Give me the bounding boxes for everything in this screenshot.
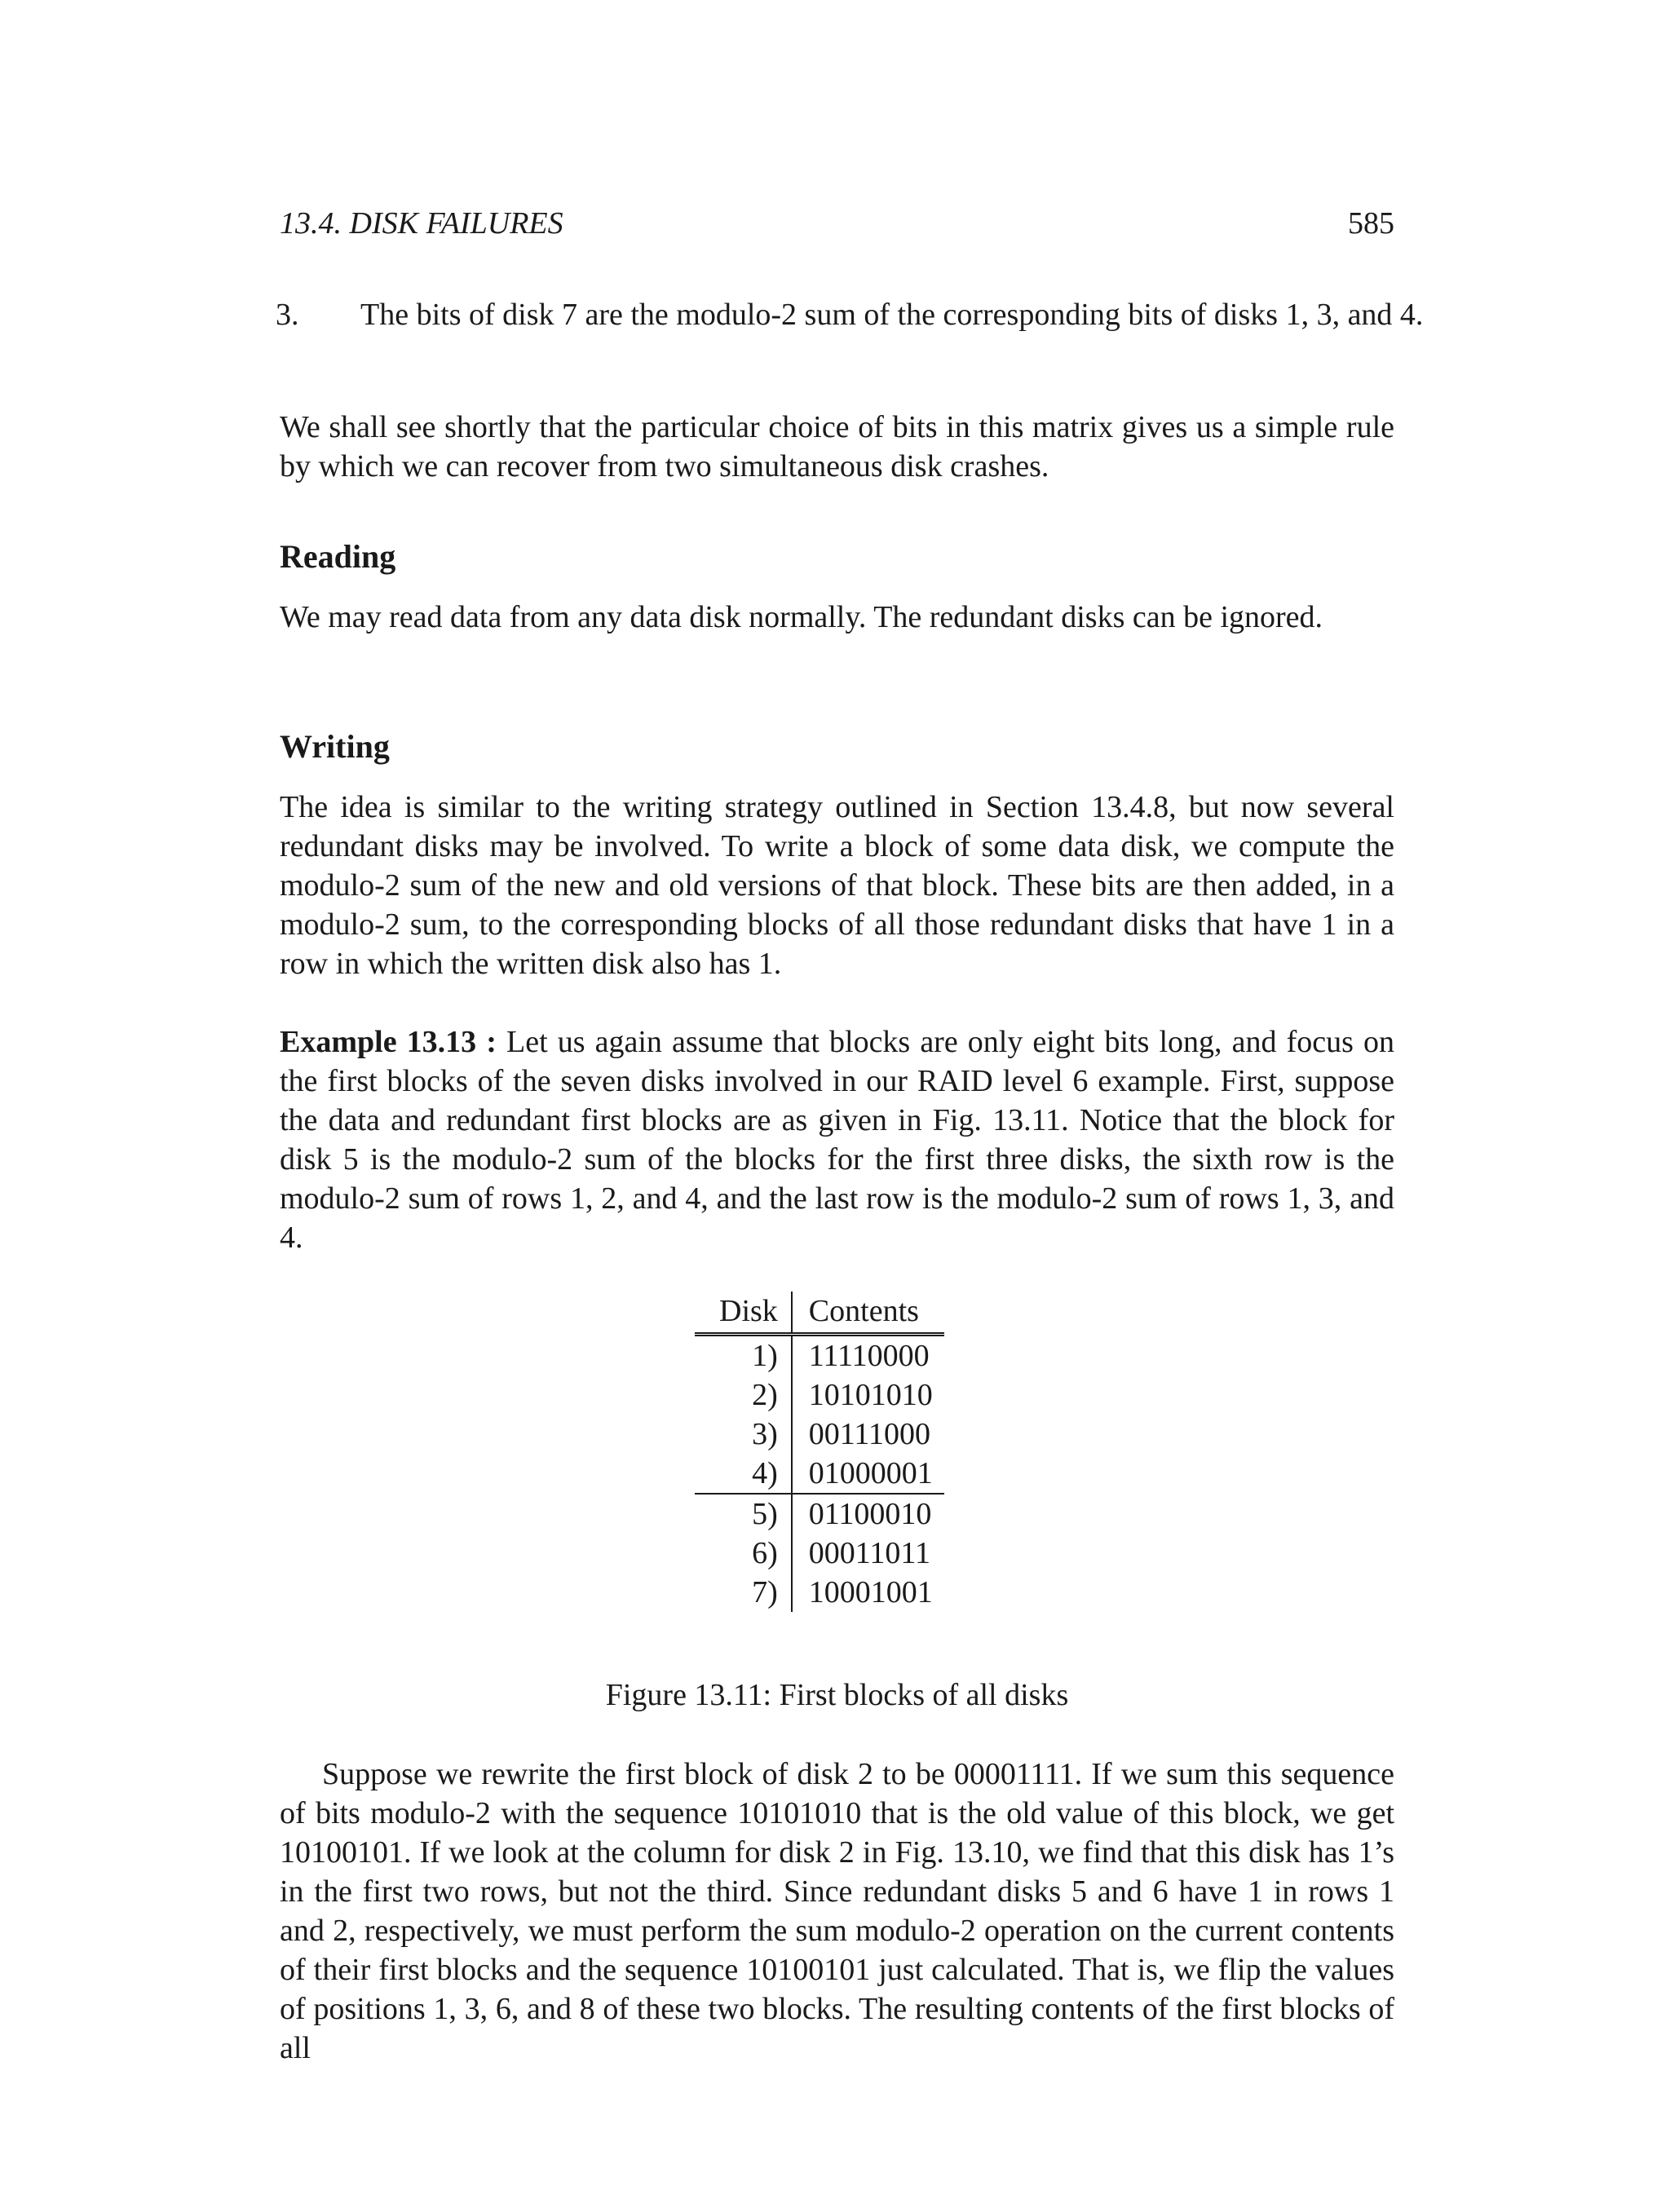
table-row: [695, 1454, 944, 1494]
page-number: 585: [1348, 206, 1394, 241]
disk-cell: 2): [695, 1375, 792, 1415]
contents-cell: 00011011: [808, 1536, 930, 1570]
table-row: [695, 1375, 944, 1415]
disk-cell: 5): [695, 1494, 792, 1534]
writing-heading: Writing: [280, 728, 390, 765]
disk-cell: 7): [695, 1573, 792, 1612]
table-row: [695, 1534, 944, 1573]
list-item-text: The bits of disk 7 are the modulo-2 sum of the corresponding bits of disks 1, 3, and 4.: [360, 298, 1424, 332]
reading-heading: Reading: [280, 538, 396, 575]
contents-cell: 11110000: [808, 1339, 930, 1373]
table-row: [695, 1494, 944, 1534]
disk-cell: 4): [695, 1454, 792, 1494]
final-paragraph: Suppose we rewrite the first block of disk 2 to be 00001111. If we sum this sequence of bits modulo-2 with the sequence 10101010 that is the old value of this block, we get 10100101. If we look at the column for disk 2 in Fig. 13.10, we find that this disk has 1’s in the first two rows, but not the third. Since redundant disks 5 and 6 have 1 in rows 1 and 2, respectively, we must perform the sum modulo-2 operation on the current contents of their first blocks and the sequence 10100101 just calculated. That is, we flip the values of positions 1, 3, 6, and 8 of these two blocks. The resulting contents of the first blocks of all: [280, 1757, 1394, 2065]
column-header-disk: Disk: [695, 1291, 792, 1335]
disk-cell: 1): [695, 1335, 792, 1376]
example-text: Let us again assume that blocks are only eight bits long, and focus on the first blocks of the seven disks involved in our RAID level 6 example. First, suppose the data and redundant first blocks are as given in Fig. 13.11. Notice that the block for disk 5 is the modulo-2 sum of the blocks for the first three disks, the sixth row is the modulo-2 sum of rows 1, 2, and 4, and the last row is the modulo-2 sum of rows 1, 3, and 4.: [280, 1025, 1395, 1255]
contents-cell: 01000001: [808, 1456, 933, 1490]
table-row: [695, 1335, 944, 1376]
contents-cell: 10001001: [808, 1575, 933, 1609]
contents-cell: 00111000: [808, 1417, 930, 1451]
column-header-contents: Contents: [792, 1291, 944, 1335]
list-item-number: 3.: [276, 298, 299, 332]
example-paragraph: [280, 1022, 1394, 1257]
running-head: [280, 204, 1394, 243]
reading-paragraph: We may read data from any data disk normally. The redundant disks can be ignored.: [280, 600, 1323, 634]
figure-caption: Figure 13.11: First blocks of all disks: [605, 1678, 1069, 1712]
disk-cell: 6): [695, 1534, 792, 1573]
contents-cell: 10101010: [808, 1378, 933, 1412]
section-title: 13.4. DISK FAILURES: [280, 206, 563, 241]
writing-paragraph: The idea is similar to the writing strategy outlined in Section 13.4.8, but now several redundant disks may be involved. To write a block of some data disk, we compute the modulo-2 sum of the new and old versions of that block. These bits are then added, in a modulo-2 sum, to the corresponding blocks of all those redundant disks that have 1 in a row in which the written disk also has 1.: [280, 790, 1394, 981]
list-item: [276, 295, 1437, 334]
table-row: [695, 1573, 944, 1612]
contents-cell: 01100010: [792, 1494, 944, 1534]
example-label: Example 13.13 :: [280, 1025, 497, 1059]
disk-cell: 3): [695, 1415, 792, 1454]
intro-paragraph: We shall see shortly that the particular choice of bits in this matrix gives us a simple rule by which we can recover from two simultaneous disk crashes.: [280, 410, 1394, 483]
table-row: [695, 1415, 944, 1454]
figure-table: [695, 1291, 944, 1612]
